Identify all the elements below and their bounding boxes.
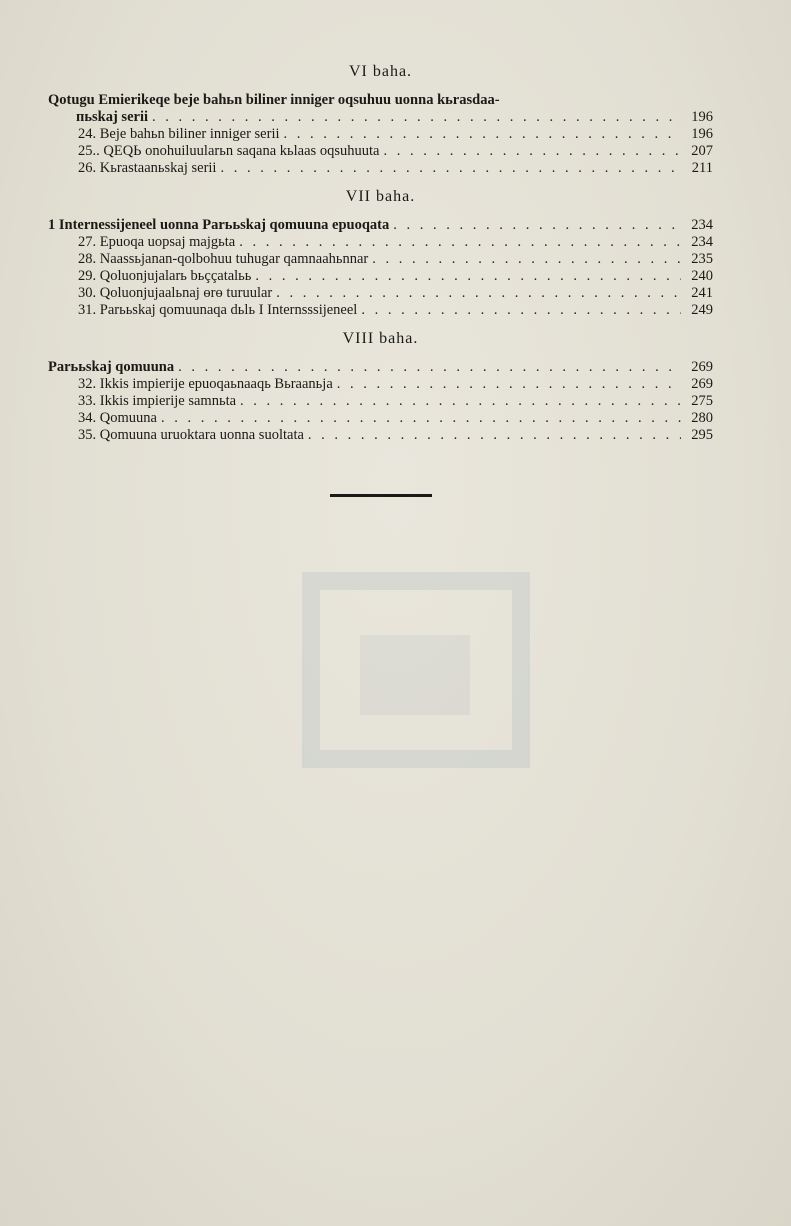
toc-item bbox=[48, 234, 713, 251]
toc-main-entry bbox=[48, 217, 713, 234]
toc-entry-label: 34. Qomuuna bbox=[78, 410, 157, 426]
leader-dots bbox=[383, 143, 681, 160]
leader-dots bbox=[393, 217, 681, 234]
toc-item bbox=[48, 143, 713, 160]
section-heading: VIII baha. bbox=[342, 330, 419, 347]
leader-dots bbox=[337, 376, 681, 393]
leader-dots bbox=[161, 410, 681, 427]
toc-page-number: 207 bbox=[691, 143, 713, 159]
leader-dots bbox=[239, 234, 681, 251]
toc-page-number: 275 bbox=[691, 393, 713, 409]
faded-stamp-center bbox=[360, 635, 470, 715]
toc-main-entry bbox=[48, 109, 713, 126]
toc-entry-label: 33. Ikkis impierije samnьta bbox=[78, 393, 237, 409]
leader-dots bbox=[308, 427, 681, 444]
toc-item bbox=[48, 410, 713, 427]
toc-page-number: 280 bbox=[691, 410, 713, 426]
leader-dots bbox=[220, 160, 681, 177]
section-viii bbox=[48, 329, 713, 444]
toc-item bbox=[48, 126, 713, 143]
toc-page-number: 269 bbox=[691, 376, 713, 392]
toc-main-entry bbox=[48, 359, 713, 376]
toc-entry-label: 24. Beje bahьn biliner inniger serii bbox=[78, 126, 280, 142]
toc-entry-label: 35. Qomuuna uruoktara uonna suoltata bbox=[78, 427, 304, 443]
toc-item bbox=[48, 160, 713, 177]
toc-item bbox=[48, 302, 713, 319]
toc-item bbox=[48, 251, 713, 268]
leader-dots bbox=[361, 302, 681, 319]
toc-page-number: 269 bbox=[691, 359, 713, 375]
toc-page-number: 234 bbox=[691, 234, 713, 250]
toc-entry-label: 28. Naassьjanan-qolbohuu tuhugar qamnaahьnnar bbox=[78, 251, 369, 267]
toc-entry-label: пьskaj serii bbox=[76, 109, 149, 125]
section-heading: VII baha. bbox=[345, 188, 416, 205]
toc-entry-label: 32. Ikkis impierije epuoqaьnaaqь Bьraanьja bbox=[78, 376, 333, 392]
toc-item bbox=[48, 393, 713, 410]
section-vii bbox=[48, 187, 713, 319]
leader-dots bbox=[284, 126, 681, 143]
table-of-contents bbox=[48, 62, 713, 454]
toc-entry-label: 1 Internessijeneel uonna Parььskaj qomuuna epuoqata bbox=[48, 217, 390, 233]
toc-item bbox=[48, 268, 713, 285]
section-vi bbox=[48, 62, 713, 177]
toc-page-number: 234 bbox=[691, 217, 713, 233]
section-heading: VI baha. bbox=[348, 63, 413, 80]
leader-dots bbox=[372, 251, 681, 268]
toc-page-number: 196 bbox=[691, 126, 713, 142]
toc-page-number: 249 bbox=[691, 302, 713, 318]
toc-entry-label: 26. Kьrastaanьskaj serii bbox=[78, 160, 217, 176]
toc-main-entry-line1: Qotugu Emierikeqe beje bahьn biliner inniger oqsuhuu uonna kьrasdaa- bbox=[48, 92, 500, 108]
toc-page-number: 235 bbox=[691, 251, 713, 267]
toc-item bbox=[48, 285, 713, 302]
toc-entry-label: 27. Epuoqa uopsaj majgьta bbox=[78, 234, 236, 250]
toc-entry-label: 31. Parььskaj qomuunaqa dьlь I Internsssijeneel bbox=[78, 302, 358, 318]
leader-dots bbox=[240, 393, 681, 410]
toc-item bbox=[48, 376, 713, 393]
toc-page-number: 241 bbox=[691, 285, 713, 301]
leader-dots bbox=[152, 109, 681, 126]
leader-dots bbox=[178, 359, 681, 376]
toc-entry-label: 30. Qoluonjujaalьnaj өrө turuular bbox=[78, 285, 273, 301]
leader-dots bbox=[255, 268, 681, 285]
toc-page-number: 211 bbox=[691, 160, 713, 176]
toc-entry-label: 25.. QEQЬ onohuiluularьn saqana kьlaas oqsuhuuta bbox=[78, 143, 380, 159]
toc-entry-label: Parььskaj qomuuna bbox=[48, 359, 175, 375]
end-rule bbox=[330, 494, 432, 497]
toc-page-number: 196 bbox=[691, 109, 713, 125]
toc-entry-label: 29. Qoluonjujalarь bьççatalьь bbox=[78, 268, 252, 284]
toc-page-number: 240 bbox=[691, 268, 713, 284]
toc-page-number: 295 bbox=[691, 427, 713, 443]
leader-dots bbox=[276, 285, 681, 302]
toc-item bbox=[48, 427, 713, 444]
